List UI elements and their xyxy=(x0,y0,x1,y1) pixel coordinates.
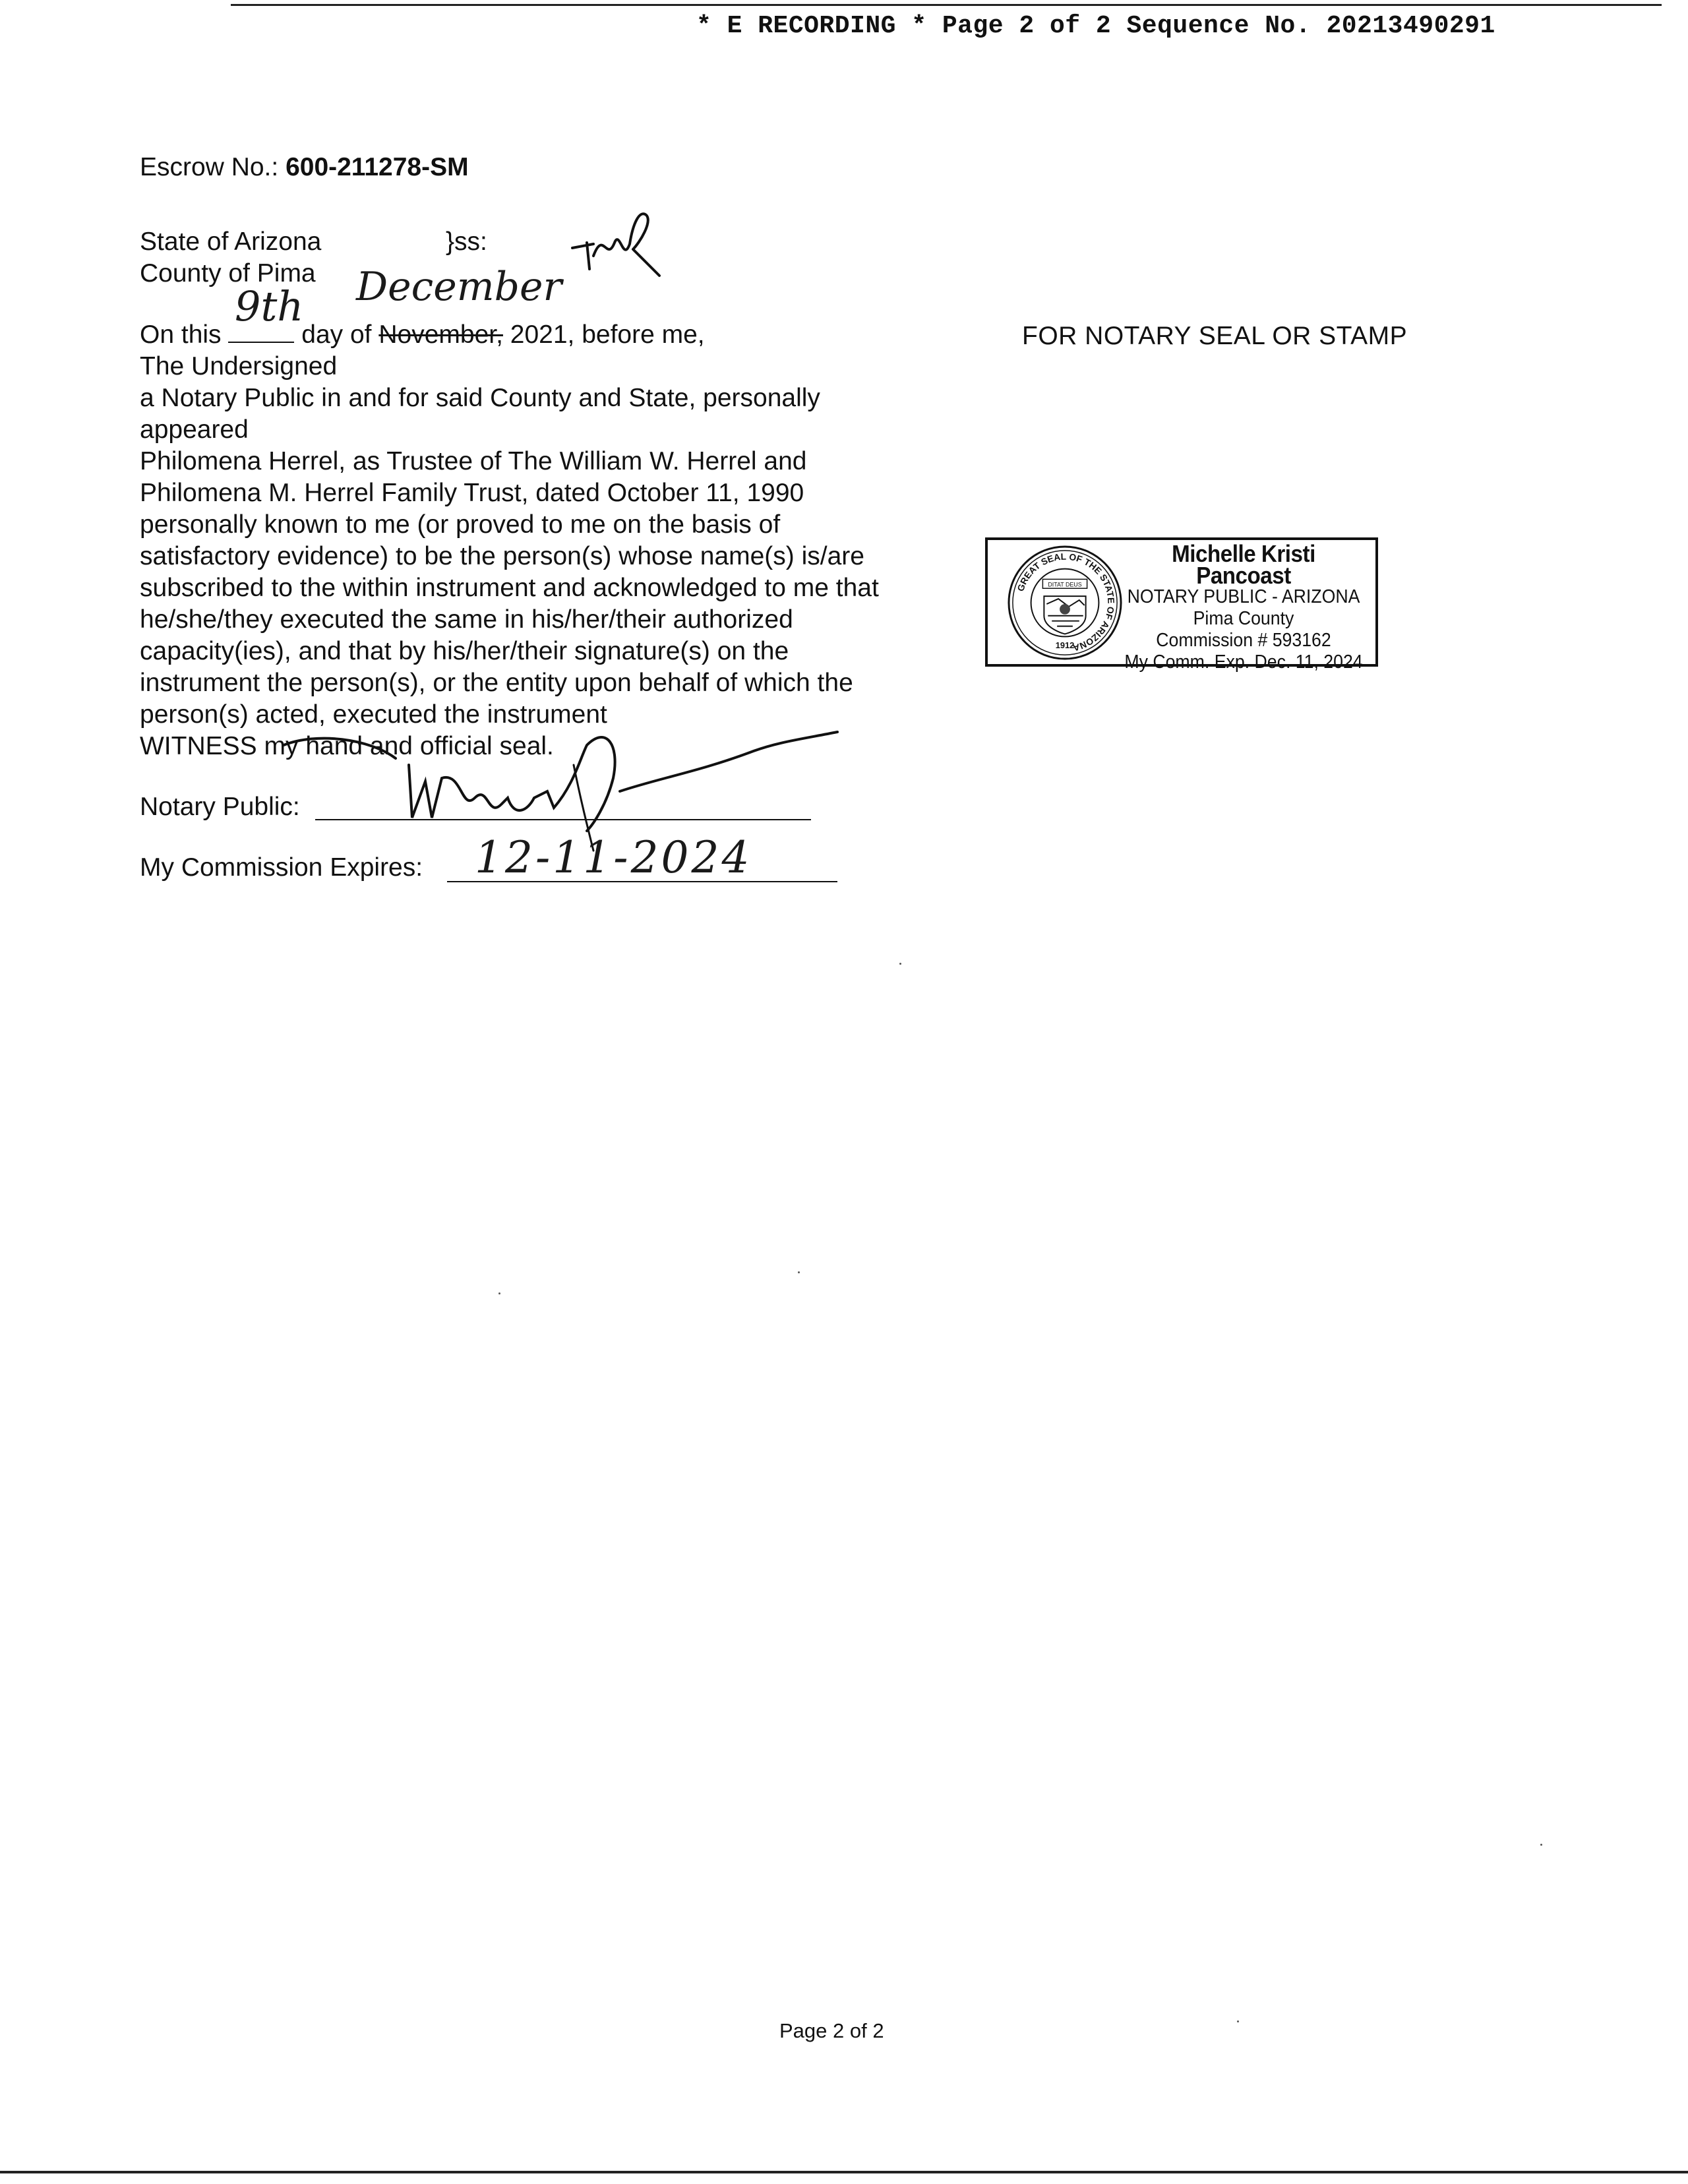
notary-stamp xyxy=(985,537,1378,673)
handwritten-initials xyxy=(567,203,666,282)
stamp-notary-name: Michelle Kristi Pancoast xyxy=(1172,540,1315,589)
seal-motto: DITAT DEUS xyxy=(1048,581,1082,588)
commission-expires-handwritten: 12-11-2024 xyxy=(475,832,752,883)
scan-speck xyxy=(899,963,901,965)
stamp-county: Pima County xyxy=(1193,608,1294,629)
day-handwritten: 9th xyxy=(235,282,304,330)
stamp-text-block xyxy=(1112,540,1375,673)
ack-line-8: he/she/they executed the same in his/her/their authorized xyxy=(140,605,793,634)
escrow-label: Escrow No.: xyxy=(140,153,279,181)
notary-public-label: Notary Public: xyxy=(140,793,300,821)
stamp-notary-title: NOTARY PUBLIC - ARIZONA xyxy=(1127,586,1360,607)
date-line xyxy=(140,319,705,351)
ack-line-10: instrument the person(s), or the entity upon behalf of which the xyxy=(140,669,853,697)
ack-line-12: WITNESS my hand and official seal. xyxy=(140,732,554,760)
ack-line-11: person(s) acted, executed the instrument xyxy=(140,700,607,729)
stamp-expiration: My Comm. Exp. Dec. 11, 2024 xyxy=(1124,652,1363,673)
venue-county: County of Pima xyxy=(140,259,316,288)
scan-speck xyxy=(1237,2020,1239,2022)
date-day-word: day of xyxy=(301,320,372,349)
top-rule xyxy=(231,4,1662,6)
ack-line-3: Philomena Herrel, as Trustee of The William W. Herrel and xyxy=(140,447,807,475)
stamp-commission-number: Commission # 593162 xyxy=(1156,630,1331,651)
ack-line-7: subscribed to the within instrument and acknowledged to me that xyxy=(140,574,879,602)
ack-line-6: satisfactory evidence) to be the person(s) whose name(s) is/are xyxy=(140,542,864,570)
officer-line: The Undersigned xyxy=(140,352,338,380)
ack-line-5: personally known to me (or proved to me on the basis of xyxy=(140,510,781,539)
venue-state: State of Arizona xyxy=(140,228,322,256)
month-handwritten: December xyxy=(356,264,562,310)
seal-ring-text: GREAT SEAL OF THE STATE OF ARIZONA xyxy=(1015,551,1117,654)
month-struck: November, xyxy=(378,320,503,349)
scan-speck xyxy=(498,1292,500,1294)
ack-line-2: appeared xyxy=(140,415,249,444)
notary-seal-heading: FOR NOTARY SEAL OR STAMP xyxy=(1022,322,1408,350)
scan-speck xyxy=(798,1271,800,1273)
escrow-line xyxy=(140,153,469,182)
bottom-rule xyxy=(0,2171,1688,2173)
ack-line-9: capacity(ies), and that by his/her/their signature(s) on the xyxy=(140,637,789,665)
escrow-number: 600-211278-SM xyxy=(286,153,469,181)
date-year: 2021, before me, xyxy=(510,320,705,349)
ack-line-1: a Notary Public in and for said County and State, personally xyxy=(140,384,820,412)
page-footer: Page 2 of 2 xyxy=(779,2019,884,2042)
venue-ss: }ss: xyxy=(446,228,487,256)
ack-line-4: Philomena M. Herrel Family Trust, dated October 11, 1990 xyxy=(140,479,804,507)
recording-header: * E RECORDING * Page 2 of 2 Sequence No. 20213490291 xyxy=(696,12,1495,40)
arizona-seal-icon xyxy=(1006,544,1124,661)
seal-year: 1912 xyxy=(1055,640,1075,651)
scan-speck xyxy=(1540,1844,1542,1846)
commission-expires-label: My Commission Expires: xyxy=(140,853,423,882)
date-prefix: On this xyxy=(140,320,222,349)
